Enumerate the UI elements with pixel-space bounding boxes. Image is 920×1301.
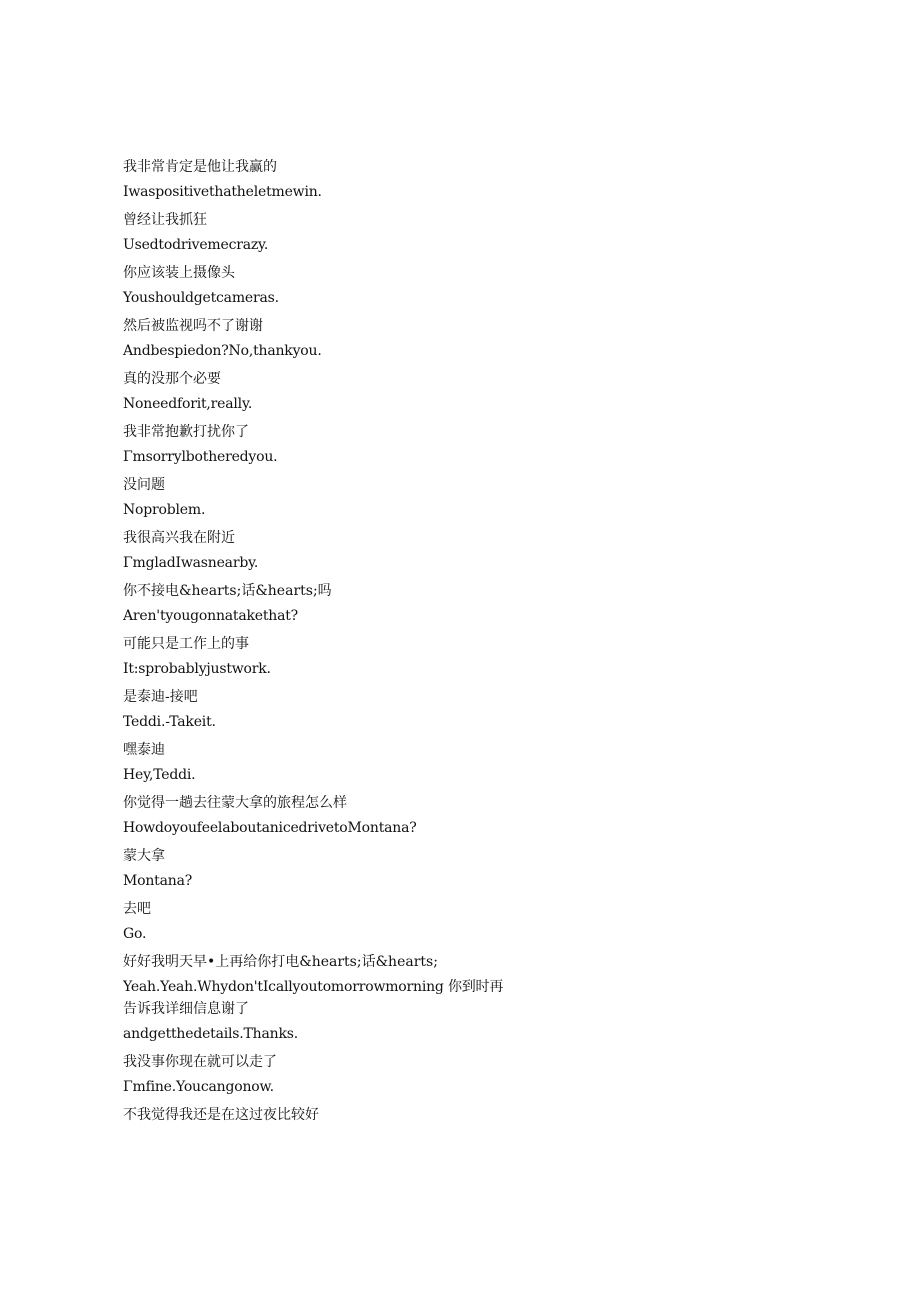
- transcript-line: 我没事你现在就可以走了: [123, 1054, 277, 1070]
- transcript-line: 没问题: [123, 477, 165, 493]
- transcript-line: 去吧: [123, 901, 151, 917]
- transcript-line: Montana?: [123, 873, 193, 889]
- transcript-line: 你不接电&hearts;话&hearts;吗: [123, 583, 332, 599]
- transcript-line: Yeah.Yeah.Whydon'tIcallyoutomorrowmorning 你到时再: [123, 979, 504, 995]
- transcript-line: 你觉得一趟去往蒙大拿的旅程怎么样: [123, 795, 347, 811]
- transcript-line: 蒙大拿: [123, 848, 165, 864]
- transcript-line: 好好我明天早•上再给你打电&hearts;话&hearts;: [123, 954, 438, 970]
- transcript-line: 是泰迪-接吧: [123, 689, 198, 705]
- transcript-line: Hey,Teddi.: [123, 767, 196, 783]
- transcript-line: 你应该装上摄像头: [123, 265, 235, 281]
- transcript-line: ΓmgladIwasnearby.: [123, 555, 259, 571]
- transcript-line: Noproblem.: [123, 502, 206, 518]
- transcript-line: Γmsorrylbotheredyou.: [123, 449, 278, 465]
- transcript-line: 告诉我详细信息谢了: [123, 1001, 249, 1017]
- transcript-line: Go.: [123, 926, 147, 942]
- transcript-line: HowdoyoufeelaboutanicedrivetoMontana?: [123, 820, 417, 836]
- transcript-line: 可能只是工作上的事: [123, 636, 249, 652]
- transcript-line: andgetthedetails.Thanks.: [123, 1026, 298, 1042]
- transcript-line: 我非常抱歉打扰你了: [123, 424, 249, 440]
- transcript-line: 真的没那个必要: [123, 371, 221, 387]
- transcript-line: Teddi.-Takeit.: [123, 714, 216, 730]
- transcript-line: Iwaspositivethatheletmewin.: [123, 184, 322, 200]
- transcript-line: Youshouldgetcameras.: [123, 290, 279, 306]
- transcript-line: Aren'tyougonnatakethat?: [123, 608, 298, 624]
- transcript-line: 然后被监视吗不了谢谢: [123, 318, 263, 334]
- transcript-line: It:sprobablyjustwork.: [123, 661, 271, 677]
- transcript-line: Γmfine.Youcangonow.: [123, 1079, 274, 1095]
- transcript-line: Noneedforit,really.: [123, 396, 253, 412]
- transcript-line: 嘿泰迪: [123, 742, 165, 758]
- subtitle-transcript: [123, 157, 523, 1130]
- transcript-line: 曾经让我抓狂: [123, 212, 207, 228]
- transcript-line: Andbespiedon?No,thankyou.: [123, 343, 322, 359]
- transcript-line: Usedtodrivemecrazy.: [123, 237, 269, 253]
- transcript-line: 我很高兴我在附近: [123, 530, 235, 546]
- transcript-line: 不我觉得我还是在这过夜比较好: [123, 1107, 319, 1123]
- transcript-line: 我非常肯定是他让我赢的: [123, 159, 277, 175]
